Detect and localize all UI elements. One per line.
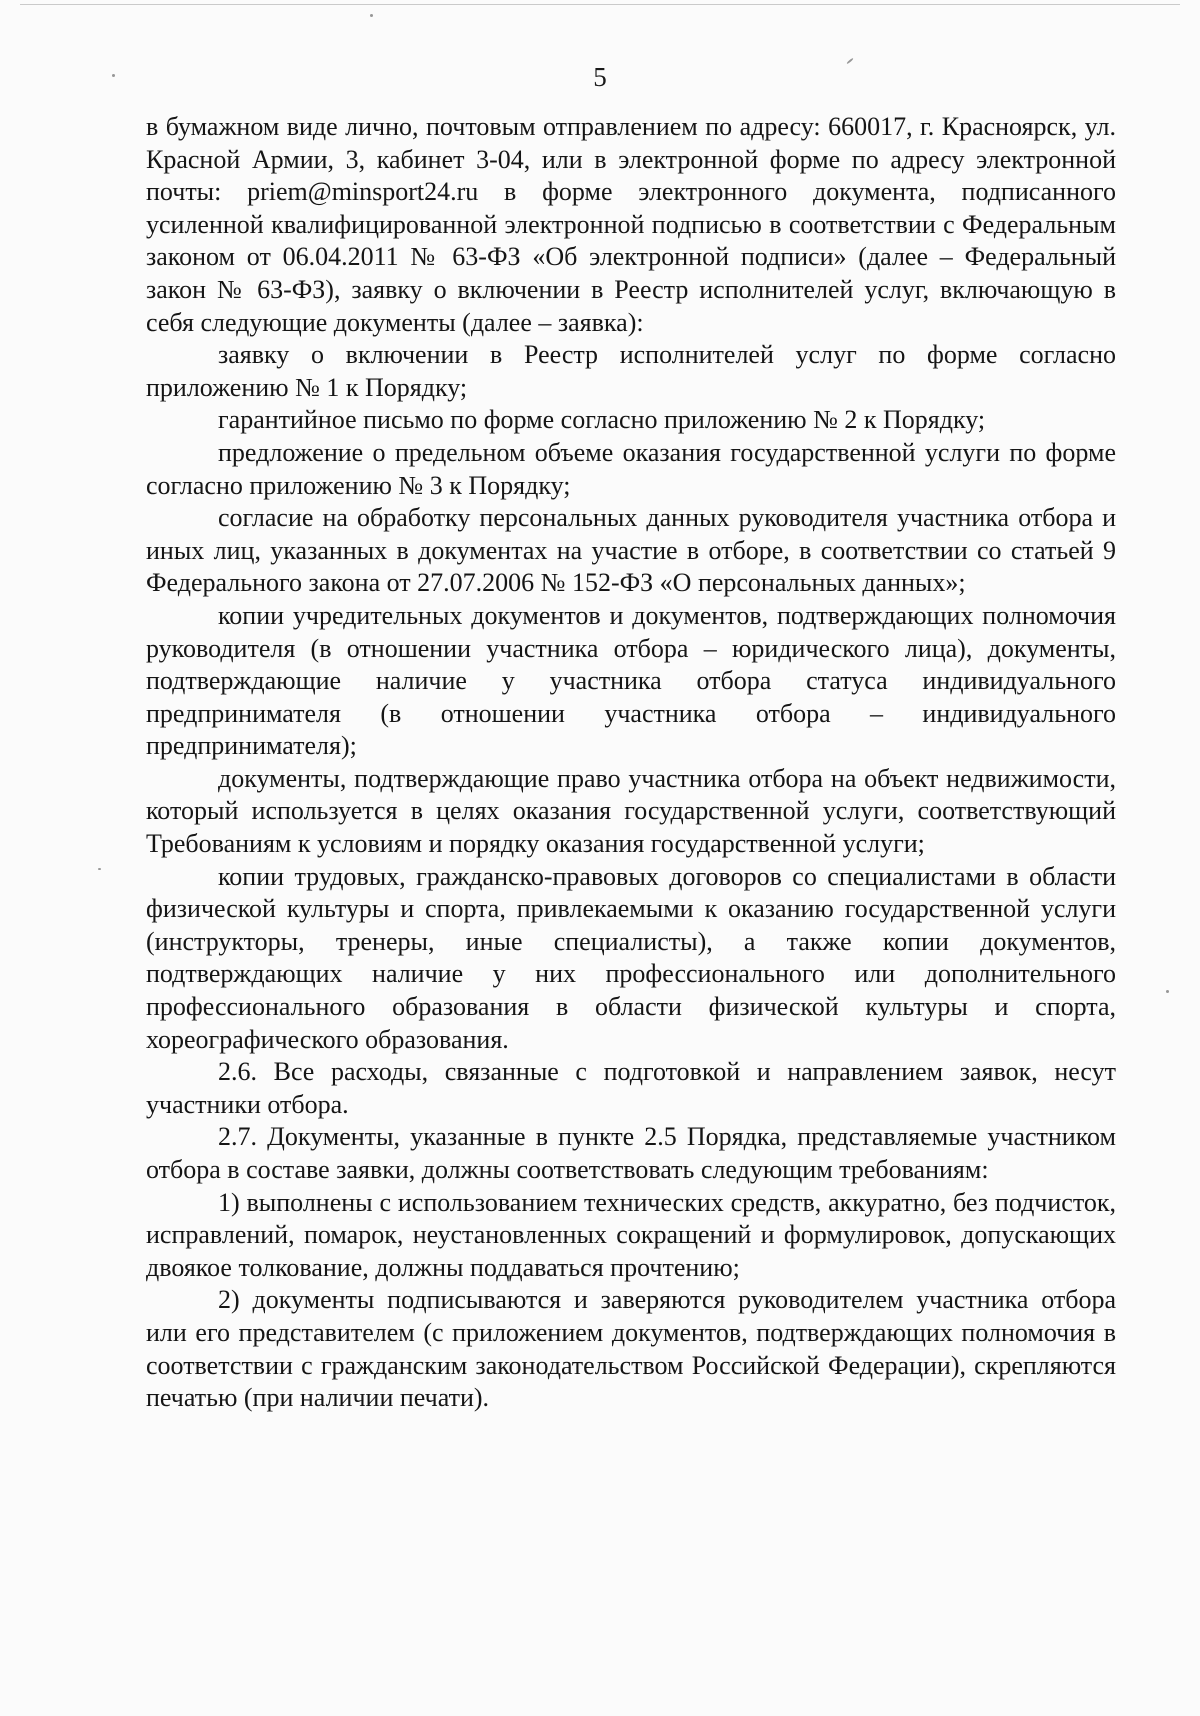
paragraph-volume-proposal: предложение о предельном объеме оказания государственной услуги по форме согласно приложению № 3 к Порядку; [146,437,1116,500]
document-body [146,111,1116,1415]
paragraph-founding-documents: копии учредительных документов и документов, подтверждающих полномочия руководителя (в отношении участника отбора – юридического лица), документы, подтверждающие наличие у участника отбора статуса индивидуального предпринимателя (в отношении участника отбора – индивидуального предпринимателя); [146,600,1116,761]
page-number: 5 [593,62,607,92]
paragraph-requirement-1: 1) выполнены с использованием технических средств, аккуратно, без подчисток, исправлений, помарок, неустановленных сокращений и формулировок, допускающих двоякое толкование, должны поддаваться прочтению; [146,1187,1116,1282]
paragraph-employment-contracts: копии трудовых, гражданско-правовых договоров со специалистами в области физической культуры и спорта, привлекаемыми к оказанию государственной услуги (инструкторы, тренеры, иные специалисты), а также копии документов, подтверждающих наличие у них профессионального или дополнительного профессионального образования в области физической культуры и спорта, хореографического образования. [146,861,1116,1054]
paragraph-requirement-2: 2) документы подписываются и заверяются руководителем участника отбора или его представителем (с приложением документов, подтверждающих полномочия в соответствии с гражданским законодательством Российской Федерации), скрепляются печатью (при наличии печати). [146,1285,1116,1413]
paragraph-guarantee-letter: гарантийное письмо по форме согласно приложению № 2 к Порядку; [218,405,986,435]
scan-edge-line [20,4,1180,5]
scan-speck [370,14,373,17]
paragraph-section-2-6: 2.6. Все расходы, связанные с подготовкой и направлением заявок, несут участники отбора. [146,1057,1116,1119]
paragraph-continuation: в бумажном виде лично, почтовым отправлением по адресу: 660017, г. Красноярск, ул. Красной Армии, 3, кабинет 3-04, или в электронной форме по адресу электронной почты: priem@minsport24.ru в форме электронного документа, подписанного усиленной квалифицированной электронной подписью в соответствии с Федеральным законом от 06.04.2011 № 63-ФЗ «Об электронной подписи» (далее – Федеральный закон № 63-ФЗ), заявку о включении в Реестр исполнителей услуг, включающую в себя следующие документы (далее – заявка): [146,112,1116,337]
scan-speck [1166,990,1169,993]
paragraph-property-rights: документы, подтверждающие право участника отбора на объект недвижимости, который используется в целях оказания государственной услуги, соответствующий Требованиям к условиям и порядку оказания государственной услуги; [146,763,1116,859]
paragraph-personal-data-consent: согласие на обработку персональных данных руководителя участника отбора и иных лиц, указанных в документах на участие в отборе, в соответствии со статьей 9 Федерального закона от 27.07.2006 № 152-ФЗ «О персональных данных»; [146,503,1116,598]
paragraph-section-2-7: 2.7. Документы, указанные в пункте 2.5 Порядка, представляемые участником отбора в составе заявки, должны соответствовать следующим требованиям: [146,1122,1116,1184]
paragraph-application-form: заявку о включении в Реестр исполнителей услуг по форме согласно приложению № 1 к Порядку; [146,340,1116,402]
scan-speck [98,868,101,870]
